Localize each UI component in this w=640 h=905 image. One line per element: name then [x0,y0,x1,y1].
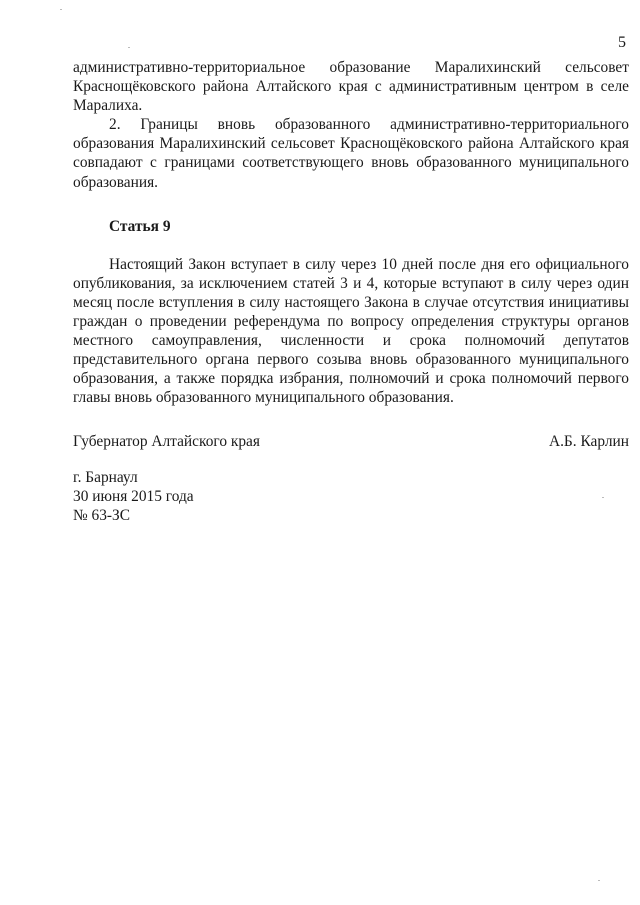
scan-speck [128,47,130,48]
date: 30 июня 2015 года [73,488,194,506]
place-date-number [73,468,194,525]
article-text: Настоящий Закон вступает в силу через 10 дней после дня его официального опубликования, за исключением статей 3 и 4, которые вступают в силу через один месяц после вступления в силу настоящего Закона в случае отсутствия инициативы граждан о проведении референдума по вопросу определения структуры органов местного самоуправления, численности и срока полномочий депутатов представительного органа первого созыва вновь образованного муниципального образования, а также порядка избрания, полномочий и срока полномочий первого главы вновь образованного муниципального образования. [73,255,629,407]
page-number: 5 [618,34,626,51]
scan-speck [602,497,604,498]
law-number: № 63-ЗС [73,507,131,525]
signature-block [73,432,629,451]
article-heading: Статья 9 [109,217,171,235]
paragraph-boundaries: 2. Границы вновь образованного административно-территориального образования Маралихинский сельсовет Краснощёковского района Алтайского края совпадают с границами соответствующего вновь образованного муниципального образования. [73,116,629,191]
paragraph-continuation: административно-территориальное образование Маралихинский сельсовет Краснощёковского района Алтайского края с административным центром в селе Маралиха. [73,59,629,115]
document-body [73,58,629,408]
signatory-title: Губернатор Алтайского края [73,433,260,450]
signatory-name: А.Б. Карлин [548,433,629,450]
scan-speck [60,9,62,10]
scan-speck [598,880,600,881]
city: г. Барнаул [73,469,138,486]
